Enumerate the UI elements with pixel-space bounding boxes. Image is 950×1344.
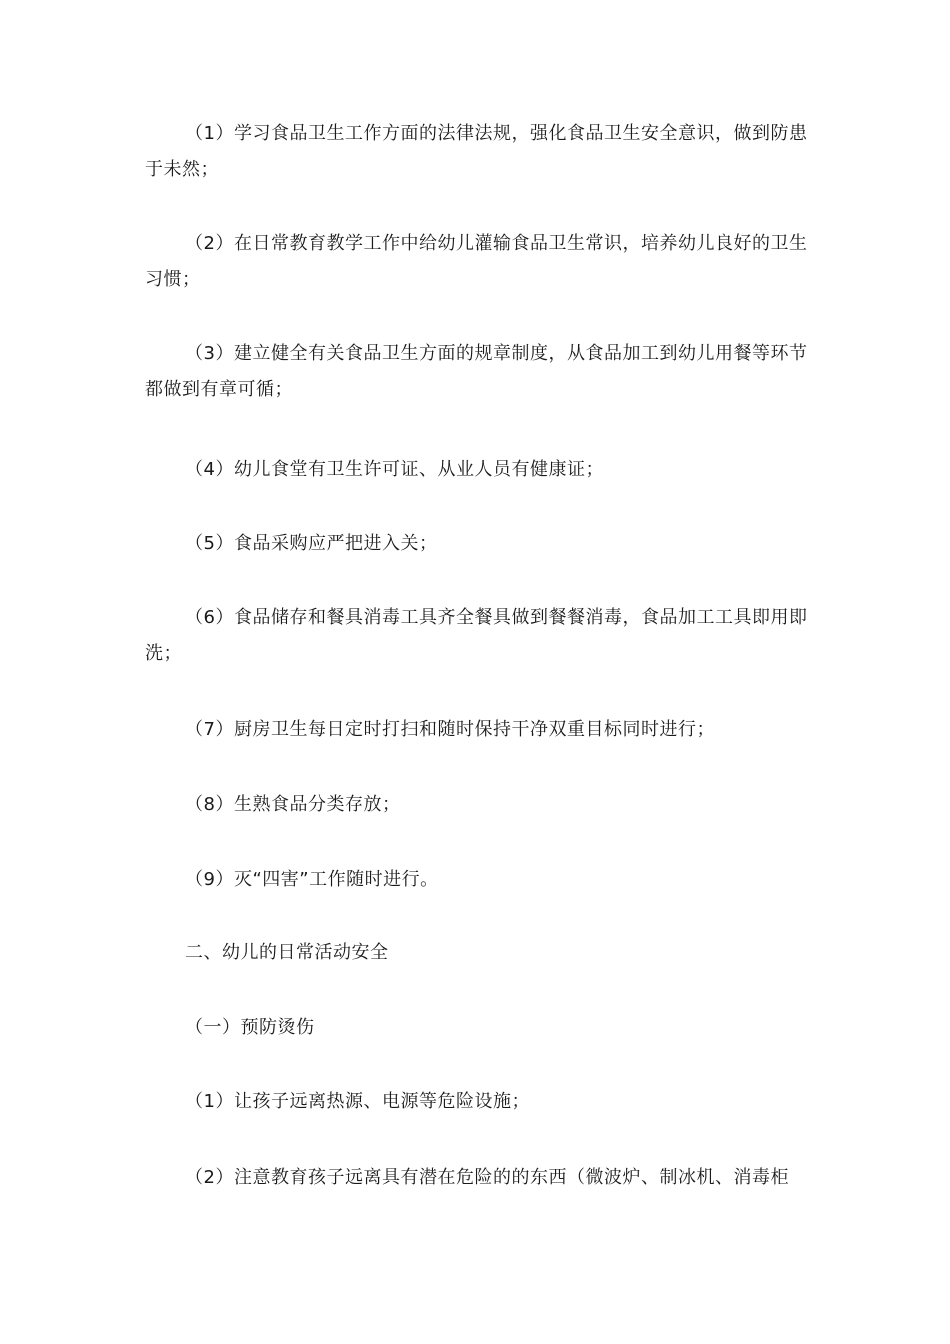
paragraph-4: （4）幼儿食堂有卫生许可证、从业人员有健康证；	[185, 459, 604, 480]
paragraph-9: （9）灭“四害”工作随时进行。	[185, 869, 439, 890]
list-item-1: （1）让孩子远离热源、电源等危险设施；	[185, 1091, 530, 1112]
paragraph-6: （6）食品储存和餐具消毒工具齐全餐具做到餐餐消毒，食品加工工具即用即洗；	[145, 607, 808, 664]
paragraph-3: （3）建立健全有关食品卫生方面的规章制度，从食品加工到幼儿用餐等环节都做到有章可循；	[145, 343, 808, 400]
paragraph-7: （7）厨房卫生每日定时打扫和随时保持干净双重目标同时进行；	[185, 719, 715, 740]
section-heading: 二、幼儿的日常活动安全	[185, 942, 389, 963]
paragraph-2: （2）在日常教育教学工作中给幼儿灌输食品卫生常识，培养幼儿良好的卫生习惯；	[145, 233, 808, 290]
paragraph-1: （1）学习食品卫生工作方面的法律法规，强化食品卫生安全意识，做到防患于未然；	[145, 123, 808, 180]
paragraph-5: （5）食品采购应严把进入关；	[185, 533, 438, 554]
list-item-2: （2）注意教育孩子远离具有潜在危险的的东西（微波炉、制冰机、消毒柜	[185, 1167, 789, 1188]
paragraph-8: （8）生熟食品分类存放；	[185, 794, 401, 815]
subsection-heading: （一）预防烫伤	[185, 1017, 315, 1038]
